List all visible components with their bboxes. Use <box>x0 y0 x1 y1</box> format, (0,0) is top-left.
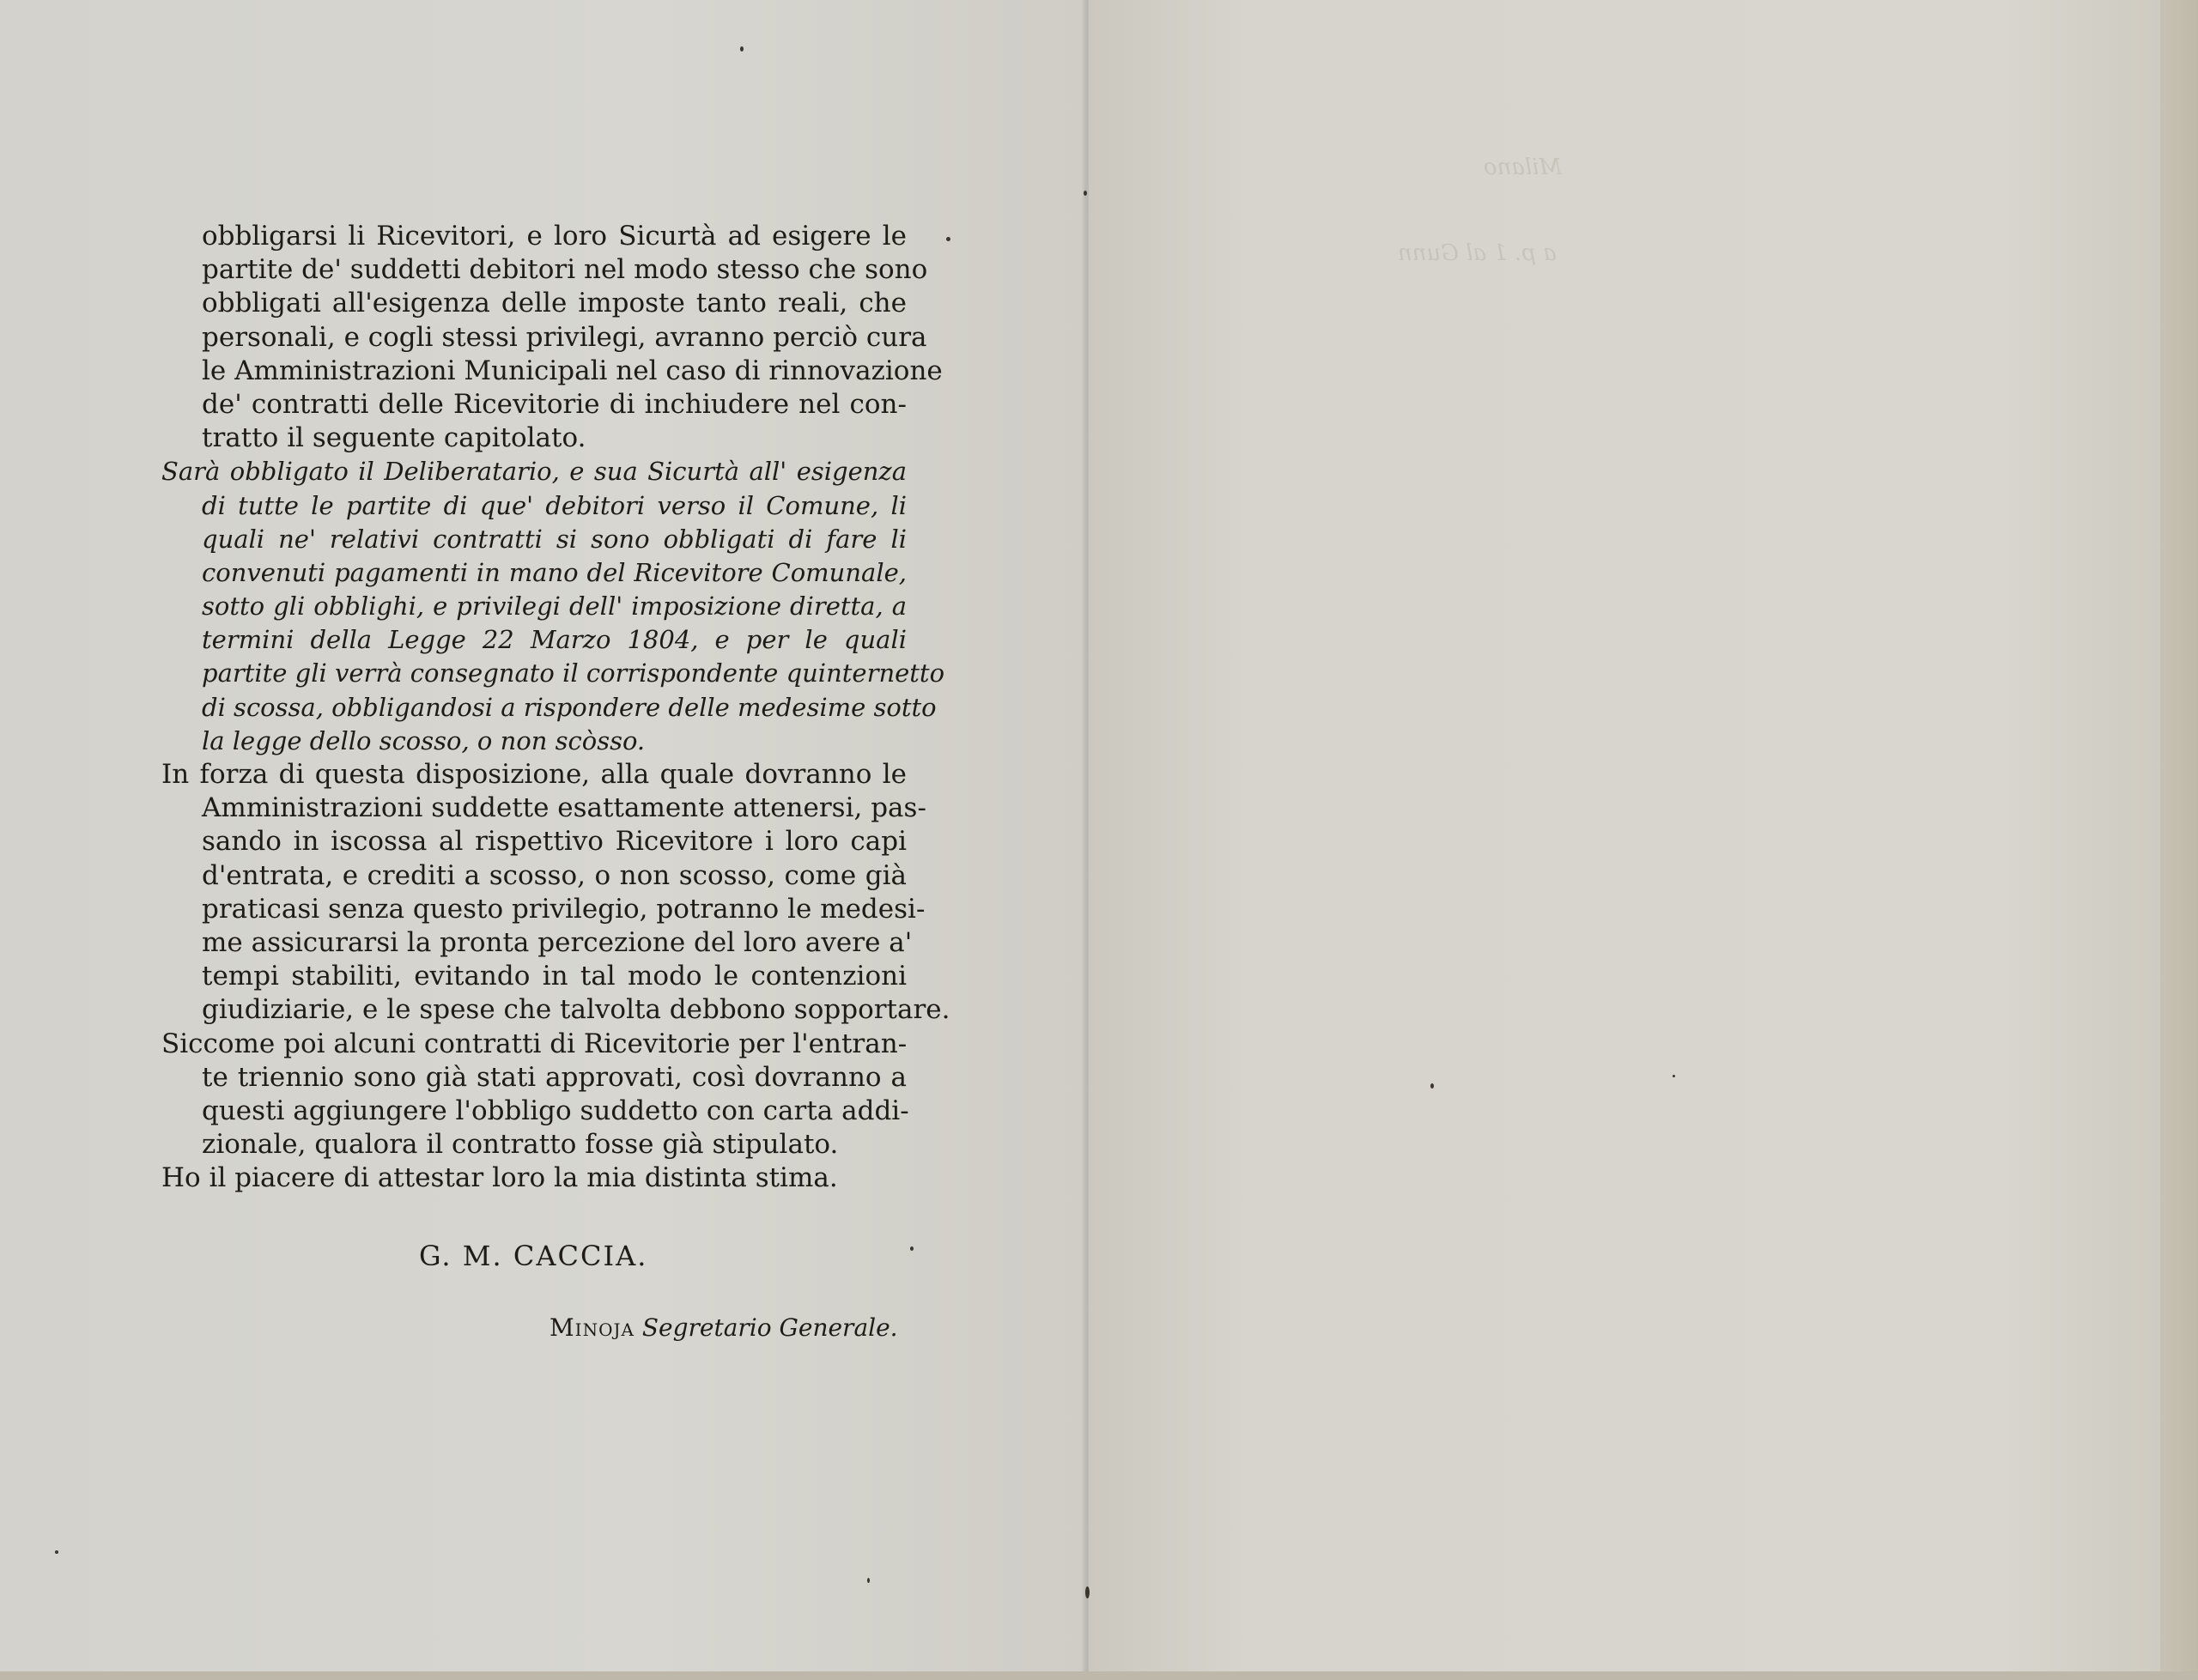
signature: G. M. CACCIA. <box>419 1240 648 1272</box>
text-line: la legge dello scosso, o non scòsso. <box>202 725 646 755</box>
paragraph-3 <box>161 758 950 1028</box>
text-line: Amministrazioni suddette esattamente attenersi, pas- <box>202 792 926 824</box>
text-line: In forza di questa disposizione, alla quale dovranno le <box>161 759 907 790</box>
text-line: personali, e cogli stessi privilegi, avranno perciò cura <box>202 321 927 353</box>
text-line: Ho il piacere di attestar loro la mia distinta stima. <box>161 1162 838 1194</box>
show-through: Milano <box>1484 155 1563 180</box>
left-page <box>0 0 1084 1680</box>
text-line: zionale, qualora il contratto fosse già stipulato. <box>202 1129 839 1161</box>
text-line: sotto gli obblighi, e privilegi dell' imposizione diretta, a <box>202 591 907 622</box>
paragraph-5 <box>161 1161 907 1195</box>
text-line: convenuti pagamenti in mano del Ricevitore Comunale, <box>202 557 907 587</box>
paper-edge <box>2160 0 2198 1680</box>
text-line: me assicurarsi la pronta percezione del loro avere a' <box>202 926 913 958</box>
ink-speck <box>946 237 950 241</box>
text-line: quali ne' relativi contratti si sono obbligati di fare li <box>202 524 907 554</box>
show-through: a p. 1 al Gunn <box>1398 240 1557 266</box>
text-line: le Amministrazioni Municipali nel caso di rinnovazione <box>202 355 943 386</box>
text-line: Sarà obbligato il Deliberatario, e sua Sicurtà all' esigenza <box>161 457 907 487</box>
text-line: di scossa, obbligandosi a rispondere delle medesime sotto <box>202 692 937 722</box>
ink-speck <box>1673 1075 1675 1077</box>
body-text <box>161 220 950 1195</box>
secretary-name: Minoja <box>550 1313 635 1342</box>
text-line: tratto il seguente capitolato. <box>202 422 586 454</box>
text-line: termini della Legge 22 Marzo 1804, e per le quali <box>202 625 907 655</box>
text-line: partite de' suddetti debitori nel modo stesso che sono <box>202 254 928 286</box>
text-line: sando in iscossa al rispettivo Ricevitore i loro capi <box>202 826 907 858</box>
text-line: praticasi senza questo privilegio, potranno le medesi- <box>202 893 926 925</box>
paragraph-1 <box>161 220 943 455</box>
paper-edge-bottom <box>0 1671 2198 1680</box>
paragraph-2-italic <box>161 455 945 758</box>
text-line: d'entrata, e crediti a scosso, o non scosso, come già <box>202 859 907 891</box>
ink-speck <box>1430 1083 1434 1089</box>
text-line: partite gli verrà consegnato il corrispondente quinternetto <box>202 658 945 688</box>
ink-speck <box>910 1246 914 1251</box>
text-line: tempi stabiliti, evitando in tal modo le contenzioni <box>202 961 907 992</box>
text-line: di tutte le partite di que' debitori verso il Comune, li <box>202 490 907 520</box>
ink-speck <box>1085 1586 1090 1598</box>
text-line: obbligati all'esigenza delle imposte tanto reali, che <box>202 288 907 319</box>
text-line: questi aggiungere l'obbligo suddetto con carta addi- <box>202 1095 909 1126</box>
ink-speck <box>740 46 744 52</box>
text-line: giudiziarie, e le spese che talvolta debbono sopportare. <box>202 994 950 1026</box>
right-page <box>1089 0 2162 1680</box>
secretary-title: Segretario Generale. <box>641 1313 898 1342</box>
paragraph-4 <box>161 1028 907 1162</box>
ink-speck <box>867 1578 870 1583</box>
text-line: te triennio sono già stati approvati, così dovranno a <box>202 1061 907 1093</box>
text-line: de' contratti delle Ricevitorie di inchiudere nel con- <box>202 388 907 420</box>
text-line: obbligarsi li Ricevitori, e loro Sicurtà ad esigere le <box>202 221 907 252</box>
secretary-line <box>550 1313 898 1342</box>
ink-speck <box>1084 191 1087 196</box>
text-line: Siccome poi alcuni contratti di Ricevitorie per l'entran- <box>161 1028 908 1059</box>
ink-speck <box>55 1550 58 1554</box>
